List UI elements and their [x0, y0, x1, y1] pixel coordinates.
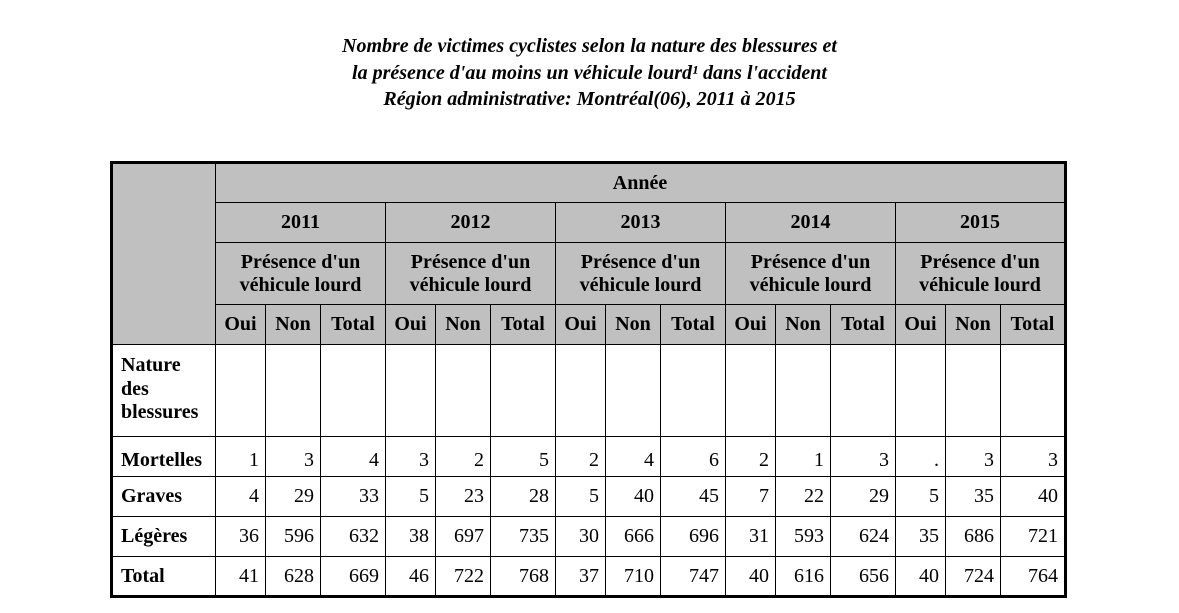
data-cell: 768	[491, 557, 556, 597]
data-cell: 3	[946, 437, 1001, 477]
empty-cell	[216, 345, 266, 437]
data-cell: 747	[661, 557, 726, 597]
row-label: Total	[112, 557, 216, 597]
empty-cell	[606, 345, 661, 437]
data-cell: 3	[386, 437, 436, 477]
data-cell: 4	[606, 437, 661, 477]
year-header: 2014	[726, 203, 896, 243]
data-cell: 38	[386, 517, 436, 557]
subcol-header: Oui	[556, 305, 606, 345]
data-cell: 724	[946, 557, 1001, 597]
data-cell: 5	[556, 477, 606, 517]
subcol-header: Total	[321, 305, 386, 345]
data-cell: 593	[776, 517, 831, 557]
data-cell: 22	[776, 477, 831, 517]
data-cell: 36	[216, 517, 266, 557]
empty-cell	[831, 345, 896, 437]
data-cell: 2	[436, 437, 491, 477]
data-cell: 2	[726, 437, 776, 477]
data-cell: 46	[386, 557, 436, 597]
empty-cell	[946, 345, 1001, 437]
data-cell: 7	[726, 477, 776, 517]
subcol-header: Total	[661, 305, 726, 345]
data-cell: 632	[321, 517, 386, 557]
data-cell: 4	[216, 477, 266, 517]
data-cell: 628	[266, 557, 321, 597]
presence-header	[386, 243, 556, 305]
presence-line-2: véhicule lourd	[239, 273, 362, 296]
data-cell: 29	[831, 477, 896, 517]
empty-cell	[436, 345, 491, 437]
data-cell: 616	[776, 557, 831, 597]
table-title	[0, 33, 1179, 113]
data-cell: 40	[726, 557, 776, 597]
nature-label-line: Nature	[121, 354, 181, 376]
data-cell: 2	[556, 437, 606, 477]
subcol-header: Total	[1001, 305, 1066, 345]
header-corner	[112, 163, 216, 345]
data-cell: 1	[216, 437, 266, 477]
data-cell: 669	[321, 557, 386, 597]
data-cell: .	[896, 437, 946, 477]
empty-cell	[726, 345, 776, 437]
nature-label-line: des	[121, 377, 149, 400]
presence-header	[896, 243, 1066, 305]
data-cell: 3	[831, 437, 896, 477]
empty-cell	[776, 345, 831, 437]
data-cell: 40	[606, 477, 661, 517]
data-cell: 764	[1001, 557, 1066, 597]
year-header: 2015	[896, 203, 1066, 243]
empty-cell	[556, 345, 606, 437]
empty-cell	[1001, 345, 1066, 437]
empty-cell	[896, 345, 946, 437]
presence-line-2: véhicule lourd	[749, 273, 872, 296]
data-cell: 5	[896, 477, 946, 517]
row-label: Légères	[112, 517, 216, 557]
year-header: 2013	[556, 203, 726, 243]
data-cell: 656	[831, 557, 896, 597]
table-row	[112, 477, 1066, 517]
presence-header	[726, 243, 896, 305]
title-line-3: Région administrative: Montréal(06), 2011 à 2015	[383, 88, 796, 110]
subcol-header: Oui	[726, 305, 776, 345]
presence-line-1: Présence d'un	[580, 250, 701, 273]
data-cell: 721	[1001, 517, 1066, 557]
year-header: 2011	[216, 203, 386, 243]
title-line-2: la présence d'au moins un véhicule lourd¹ dans l'accident	[352, 61, 827, 84]
presence-line-1: Présence d'un	[750, 250, 871, 273]
table-row	[112, 517, 1066, 557]
subcol-header: Oui	[216, 305, 266, 345]
presence-line-2: véhicule lourd	[409, 273, 532, 296]
presence-row	[112, 243, 1066, 305]
subcol-header: Oui	[896, 305, 946, 345]
data-cell: 40	[896, 557, 946, 597]
nature-label-line: blessures	[121, 401, 199, 423]
data-cell: 31	[726, 517, 776, 557]
presence-line-1: Présence d'un	[920, 250, 1040, 273]
data-cell: 5	[386, 477, 436, 517]
empty-cell	[491, 345, 556, 437]
data-cell: 23	[436, 477, 491, 517]
subcol-header: Non	[436, 305, 491, 345]
data-cell: 735	[491, 517, 556, 557]
data-cell: 697	[436, 517, 491, 557]
subcol-header: Non	[776, 305, 831, 345]
annee-header: Année	[216, 163, 1066, 203]
row-label: Mortelles	[112, 437, 216, 477]
data-cell: 5	[491, 437, 556, 477]
presence-line-1: Présence d'un	[410, 250, 531, 273]
data-cell: 686	[946, 517, 1001, 557]
row-label: Graves	[112, 477, 216, 517]
presence-header	[556, 243, 726, 305]
data-cell: 37	[556, 557, 606, 597]
data-cell: 29	[266, 477, 321, 517]
data-cell: 41	[216, 557, 266, 597]
data-cell: 3	[266, 437, 321, 477]
data-cell: 45	[661, 477, 726, 517]
data-cell: 30	[556, 517, 606, 557]
year-header: 2012	[386, 203, 556, 243]
presence-line-2: véhicule lourd	[919, 273, 1041, 296]
data-cell: 624	[831, 517, 896, 557]
subcol-header: Oui	[386, 305, 436, 345]
victims-table	[110, 161, 1067, 598]
empty-cell	[321, 345, 386, 437]
nature-row	[112, 345, 1066, 437]
data-cell: 722	[436, 557, 491, 597]
subcol-header: Non	[266, 305, 321, 345]
subcol-header: Total	[831, 305, 896, 345]
data-cell: 6	[661, 437, 726, 477]
title-line-1: Nombre de victimes cyclistes selon la nature des blessures et	[342, 35, 837, 57]
data-cell: 596	[266, 517, 321, 557]
data-cell: 696	[661, 517, 726, 557]
data-cell: 1	[776, 437, 831, 477]
empty-cell	[266, 345, 321, 437]
table-row	[112, 437, 1066, 477]
subcol-row	[112, 305, 1066, 345]
subcol-header: Non	[606, 305, 661, 345]
presence-header	[216, 243, 386, 305]
presence-line-1: Présence d'un	[240, 250, 361, 273]
presence-line-2: véhicule lourd	[579, 273, 702, 296]
data-cell: 33	[321, 477, 386, 517]
table-row	[112, 557, 1066, 597]
subcol-header: Non	[946, 305, 1001, 345]
data-cell: 35	[946, 477, 1001, 517]
data-cell: 4	[321, 437, 386, 477]
empty-cell	[661, 345, 726, 437]
data-cell: 40	[1001, 477, 1066, 517]
nature-label	[112, 345, 216, 437]
data-cell: 3	[1001, 437, 1066, 477]
subcol-header: Total	[491, 305, 556, 345]
empty-cell	[386, 345, 436, 437]
data-cell: 28	[491, 477, 556, 517]
data-cell: 666	[606, 517, 661, 557]
data-cell: 35	[896, 517, 946, 557]
data-cell: 710	[606, 557, 661, 597]
